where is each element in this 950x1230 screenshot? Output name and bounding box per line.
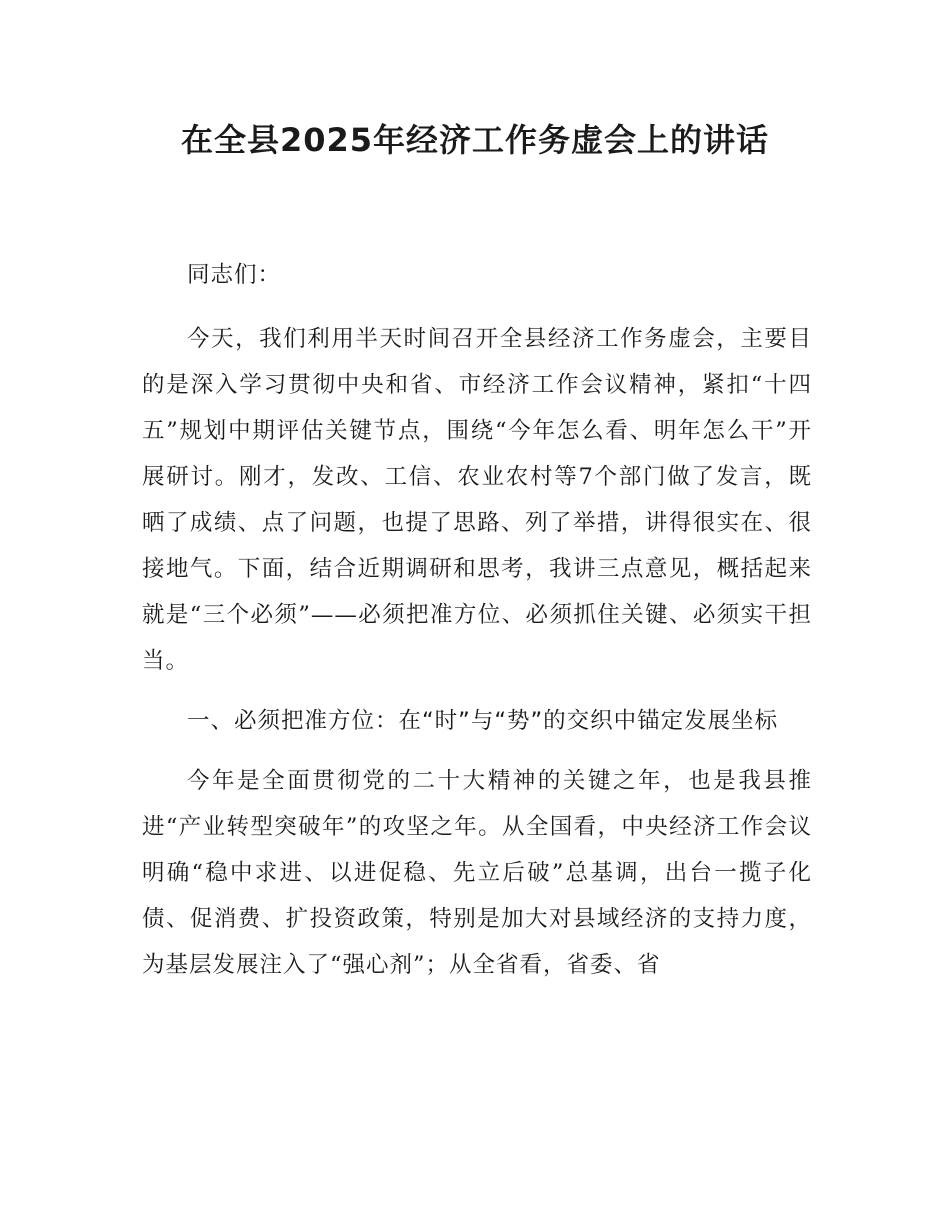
document-title: 在全县2025年经济工作务虚会上的讲话 [180, 121, 770, 159]
section-heading: 一、必须把准方位：在“时”与“势”的交织中锚定发展坐标 [187, 708, 779, 734]
section-paragraph: 今年是全面贯彻党的二十大精神的关键之年，也是我县推进“产业转型突破年”的攻坚之年。从全国看，中央经济工作会议明确“稳中求进、以进促稳、先立后破”总基调，出台一揽子化债、促消费、扩投资政策，特别是加大对县域经济的支持力度，为基层发展注入了“强心剂”；从全省看，省委、省 [142, 768, 812, 978]
salutation: 同志们： [187, 262, 282, 288]
intro-paragraph: 今天，我们利用半天时间召开全县经济工作务虚会，主要目的是深入学习贯彻中央和省、市经济工作会议精神，紧扣“十四五”规划中期评估关键节点，围绕“今年怎么看、明年怎么干”开展研讨。刚才，发改、工信、农业农村等7个部门做了发言，既晒了成绩、点了问题，也提了思路、列了举措，讲得很实在、很接地气。下面，结合近期调研和思考，我讲三点意见，概括起来就是“三个必须”——必须把准方位、必须抓住关键、必须实干担当。 [142, 326, 812, 674]
document-body [142, 252, 812, 1002]
